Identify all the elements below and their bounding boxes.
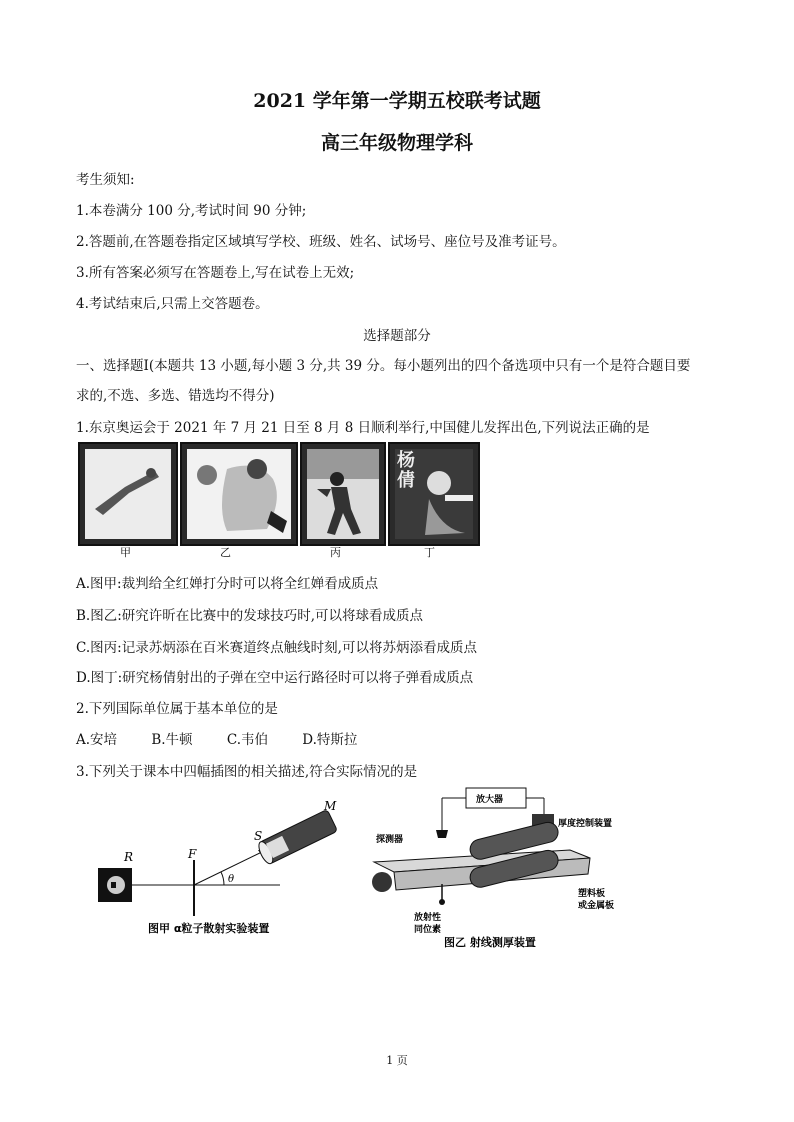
notice-heading: 考生须知: <box>76 172 135 188</box>
photo-sprinter <box>300 442 386 546</box>
shooter-figure <box>395 449 473 539</box>
label-S: S <box>254 829 263 843</box>
page-number: 1 页 <box>386 1054 408 1067</box>
diver-figure <box>85 449 171 539</box>
label-theta: θ <box>228 874 235 885</box>
label-source-2: 同位素 <box>414 925 442 935</box>
figure-thickness-gauge <box>360 784 650 954</box>
label-amplifier: 放大器 <box>476 795 504 805</box>
q1-option: B.图乙:研究许昕在比赛中的发球技巧时,可以将球看成质点 <box>76 608 424 624</box>
label-R: R <box>124 850 134 864</box>
label-plate-2: 或金属板 <box>578 901 615 911</box>
question-1-stem: 1.东京奥运会于 2021 年 7 月 21 日至 8 月 8 日顺利举行,中国健儿发挥出色,下列说法正确的是 <box>76 420 650 436</box>
label-F: F <box>188 847 197 861</box>
figure-b-caption: 图乙 射线测厚装置 <box>444 936 536 949</box>
shooter-name-overlay: 杨倩 <box>397 450 415 491</box>
photo-diver <box>78 442 178 546</box>
q2-option: A.安培 <box>76 732 118 748</box>
notice-item: 4.考试结束后,只需上交答题卷。 <box>76 296 269 312</box>
label-M: M <box>324 799 337 813</box>
photo-caption: 乙 <box>220 546 231 559</box>
notice-item: 2.答题前,在答题卷指定区域填写学校、班级、姓名、试场号、座位号及准考证号。 <box>76 234 566 250</box>
sprinter-figure <box>307 449 379 539</box>
photo-shooter <box>388 442 480 546</box>
notice-item: 1.本卷满分 100 分,考试时间 90 分钟; <box>76 203 307 219</box>
q1-photo-strip <box>78 442 478 546</box>
section-instructions: 求的,不选、多选、错选均不得分) <box>76 388 275 404</box>
photo-caption: 甲 <box>120 546 131 559</box>
exam-subtitle: 高三年级物理学科 <box>320 132 473 154</box>
question-2-stem: 2.下列国际单位属于基本单位的是 <box>76 701 278 717</box>
question-3-stem: 3.下列关于课本中四幅插图的相关描述,符合实际情况的是 <box>76 764 418 780</box>
q2-option: B.牛顿 <box>151 732 193 748</box>
label-source: 放射性 <box>414 913 442 923</box>
figure-a-caption: 图甲 α粒子散射实验装置 <box>148 922 270 935</box>
q2-option: D.特斯拉 <box>302 732 358 748</box>
notice-item: 3.所有答案必须写在答题卷上,写在试卷上无效; <box>76 265 355 281</box>
label-detector: 探测器 <box>376 835 404 845</box>
label-plate: 塑料板 <box>578 889 606 899</box>
photo-table-tennis <box>180 442 298 546</box>
q1-option: D.图丁:研究杨倩射出的子弹在空中运行路径时可以将子弹看成质点 <box>76 670 474 686</box>
q2-options <box>76 728 387 748</box>
photo-caption: 丁 <box>424 546 435 559</box>
label-thickness-control: 厚度控制装置 <box>558 819 613 829</box>
photo-caption: 丙 <box>330 546 341 559</box>
section-title: 选择题部分 <box>363 328 431 344</box>
q2-option: C.韦伯 <box>226 732 268 748</box>
figure-alpha-scattering <box>90 790 370 950</box>
table-tennis-figure <box>187 449 291 539</box>
q1-option: A.图甲:裁判给全红婵打分时可以将全红婵看成质点 <box>76 576 379 592</box>
section-instructions: 一、选择题Ⅰ(本题共 13 小题,每小题 3 分,共 39 分。每小题列出的四个备选项中只有一个是符合题目要 <box>76 358 691 374</box>
q1-option: C.图丙:记录苏炳添在百米赛道终点触线时刻,可以将苏炳添看成质点 <box>76 640 477 656</box>
exam-title: 2021 学年第一学期五校联考试题 <box>253 90 541 112</box>
